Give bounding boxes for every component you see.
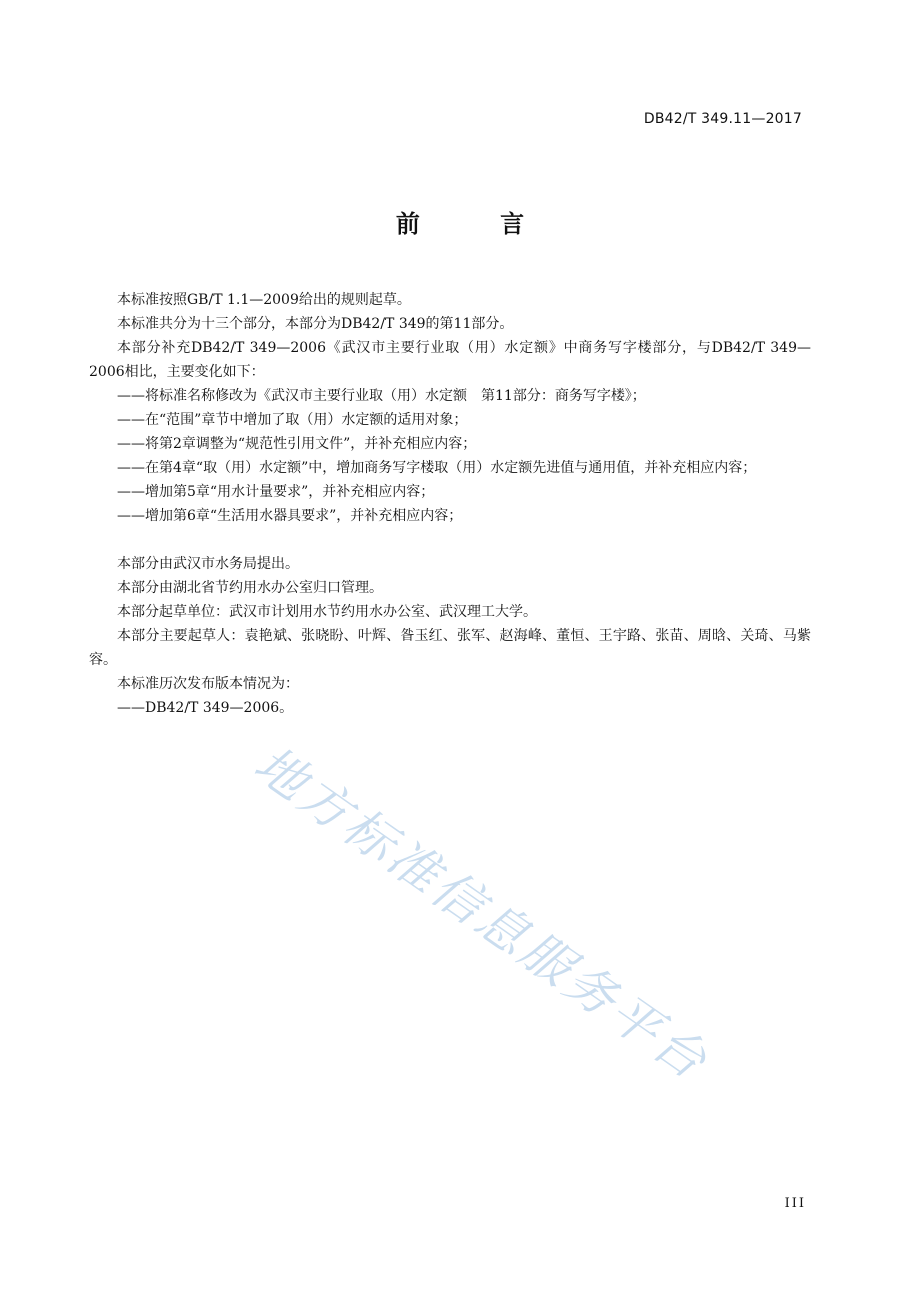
paragraph: 本标准按照GB/T 1.1—2009给出的规则起草。 [117,292,411,308]
paragraph: 本部分补充DB42/T 349—2006《武汉市主要行业取（用）水定额》中商务写字楼部分，与DB42/T 349—2006相比，主要变化如下： [89,340,811,380]
document-code: DB42/T 349.11—2017 [643,111,802,127]
paragraph: ——在“范围”章节中增加了取（用）水定额的适用对象； [117,412,468,428]
paragraph: ——增加第6章“生活用水器具要求”，并补充相应内容； [117,508,463,524]
watermark: 地方标准信息服务平台 [243,734,720,1092]
paragraph: 本部分由湖北省节约用水办公室归口管理。 [117,580,383,596]
paragraph: 本部分由武汉市水务局提出。 [117,556,299,572]
paragraph: 本标准共分为十三个部分，本部分为DB42/T 349的第11部分。 [117,316,514,332]
paragraph: ——增加第5章“用水计量要求”，并补充相应内容； [117,484,435,500]
paragraph: 本部分起草单位：武汉市计划用水节约用水办公室、武汉理工大学。 [117,604,537,620]
paragraph: ——DB42/T 349—2006。 [117,700,294,716]
page-number: III [784,1196,806,1211]
foreword-body [89,288,811,720]
paragraph: ——在第4章“取（用）水定额”中，增加商务写字楼取（用）水定额先进值与通用值，并补充相应内容； [117,460,757,476]
page-title: 前 言 [395,210,561,238]
paragraph: 本标准历次发布版本情况为： [117,676,299,692]
paragraph: ——将第2章调整为“规范性引用文件”，并补充相应内容； [117,436,477,452]
paragraph: ——将标准名称修改为《武汉市主要行业取（用）水定额 第11部分：商务写字楼》； [117,388,646,404]
paragraph: 本部分主要起草人：袁艳斌、张晓盼、叶辉、昝玉红、张军、赵海峰、董恒、王宇路、张苗、周晗、关琦、马紫容。 [89,628,811,668]
